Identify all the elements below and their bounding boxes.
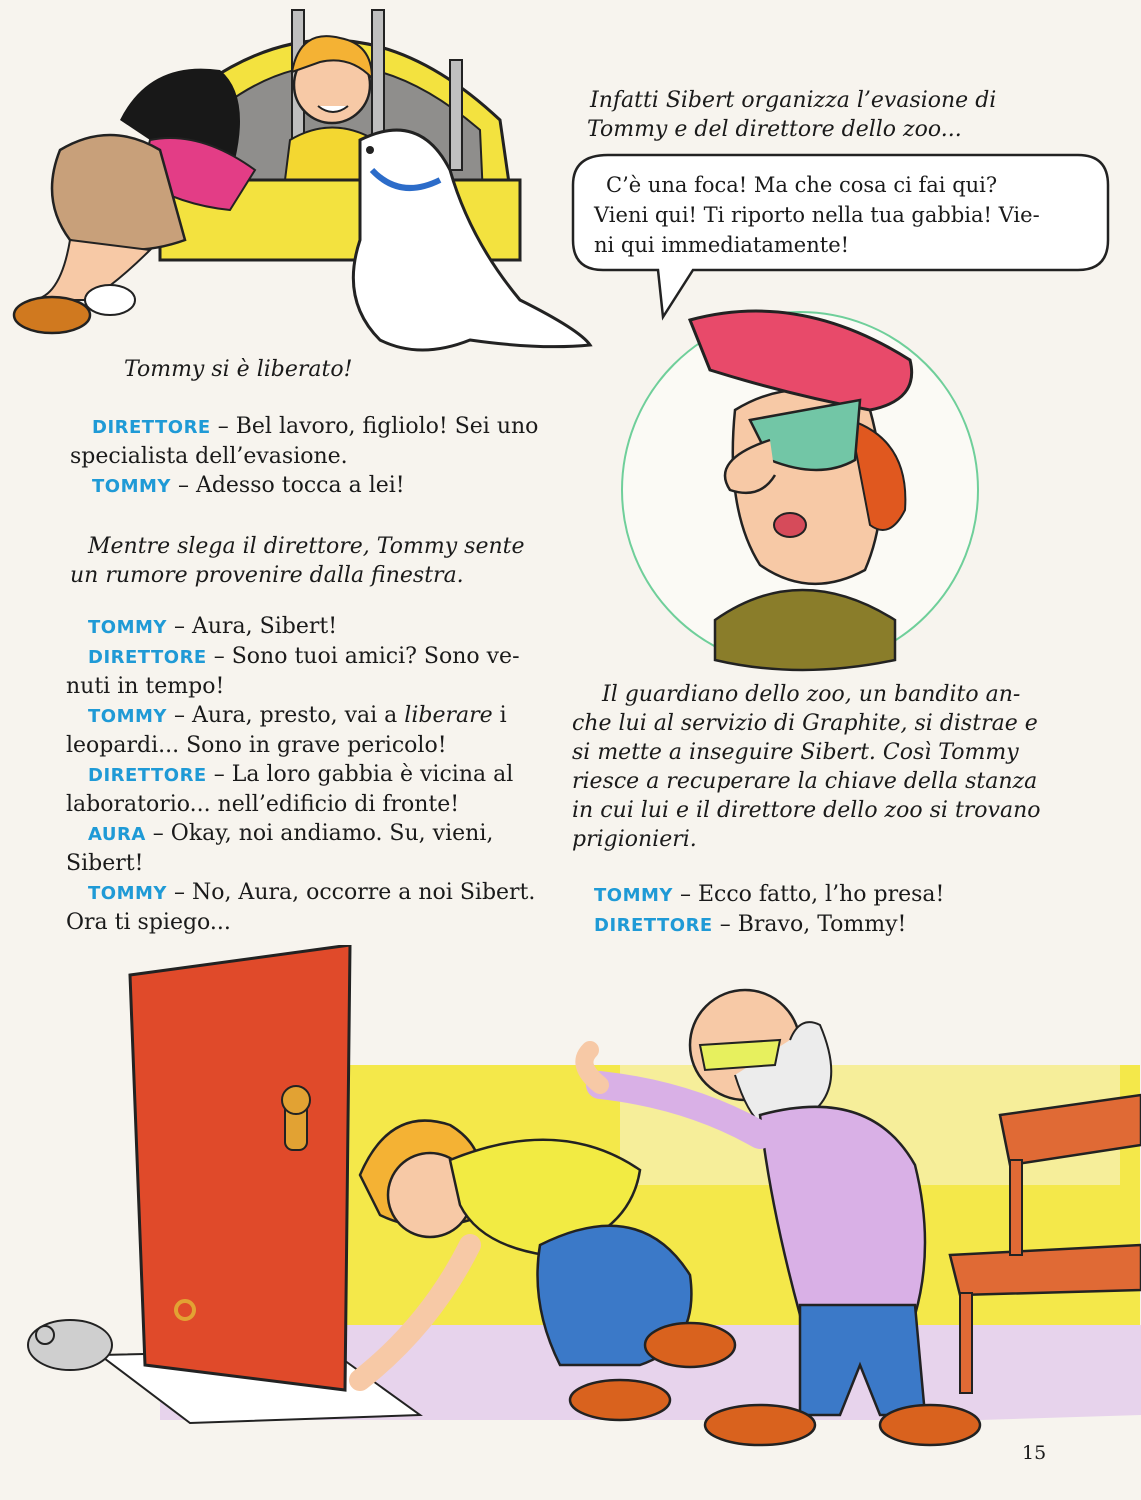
speaker-label: TOMMY bbox=[88, 706, 167, 727]
narration-line: Infatti Sibert organizza l’evasione di bbox=[590, 88, 997, 113]
dialogue-text: – Aura, presto, vai a bbox=[173, 703, 405, 728]
illustration-key-recovery bbox=[0, 945, 1141, 1460]
dialogue-text: – No, Aura, occorre a noi Sibert. bbox=[173, 880, 536, 905]
dialogue-text: – Ecco fatto, l’ho presa! bbox=[679, 882, 945, 907]
narration-line: Mentre slega il direttore, Tommy sente bbox=[88, 534, 525, 559]
narration-line: che lui al servizio di Graphite, si distrae e bbox=[572, 711, 1038, 736]
narration-line: prigionieri. bbox=[572, 827, 697, 852]
illustration-window-escape bbox=[0, 0, 600, 400]
dialogue-text: – Bravo, Tommy! bbox=[719, 912, 907, 937]
speech-bubble-text bbox=[594, 170, 1040, 260]
bubble-line: Vieni qui! Ti riporto nella tua gabbia! Vie- bbox=[594, 203, 1040, 227]
narration-line: Il guardiano dello zoo, un bandito an- bbox=[602, 682, 1021, 707]
dialogue-text: – Aura, Sibert! bbox=[173, 614, 338, 639]
bubble-line: ni qui immediatamente! bbox=[594, 233, 850, 257]
dialogue-text: – Okay, noi andiamo. Su, vieni, bbox=[152, 821, 494, 846]
dialogue-text: Ora ti spiego... bbox=[66, 910, 231, 935]
narration-line: in cui lui e il direttore dello zoo si trovano bbox=[572, 798, 1041, 823]
dialogue-text: specialista dell’evasione. bbox=[70, 444, 348, 469]
dialogue-text: i bbox=[492, 703, 507, 728]
narration-guard bbox=[572, 680, 1041, 854]
dialogue-text: – La loro gabbia è vicina al bbox=[213, 762, 514, 787]
speaker-label: DIRETTORE bbox=[88, 647, 207, 668]
dialogue-block-3 bbox=[572, 880, 944, 940]
speaker-label: TOMMY bbox=[88, 883, 167, 904]
bubble-line: C’è una foca! Ma che cosa ci fai qui? bbox=[606, 173, 998, 197]
dialogue-text: – Bel lavoro, figliolo! Sei uno bbox=[217, 414, 539, 439]
narration-middle bbox=[70, 532, 525, 590]
narration-intro bbox=[587, 86, 997, 144]
dialogue-block-2 bbox=[66, 612, 535, 937]
speaker-label: TOMMY bbox=[594, 885, 673, 906]
dialogue-emphasis: liberare bbox=[404, 703, 493, 728]
narration-line: un rumore provenire dalla finestra. bbox=[70, 563, 464, 588]
dialogue-text: nuti in tempo! bbox=[66, 674, 225, 699]
dialogue-text: – Adesso tocca a lei! bbox=[177, 473, 405, 498]
caption-liberated: Tommy si è liberato! bbox=[124, 357, 353, 382]
dialogue-text: laboratorio... nell’edificio di fronte! bbox=[66, 792, 460, 817]
narration-line: si mette a inseguire Sibert. Così Tommy bbox=[572, 740, 1019, 765]
speaker-label: TOMMY bbox=[92, 476, 171, 497]
speaker-label: TOMMY bbox=[88, 617, 167, 638]
dialogue-block-1 bbox=[70, 412, 538, 501]
speaker-label: DIRETTORE bbox=[594, 915, 713, 936]
narration-line: riesce a recuperare la chiave della stanza bbox=[572, 769, 1038, 794]
narration-line: Tommy e del direttore dello zoo... bbox=[587, 117, 962, 142]
illustration-guard-portrait bbox=[620, 300, 980, 680]
dialogue-text: – Sono tuoi amici? Sono ve- bbox=[213, 644, 520, 669]
speaker-label: AURA bbox=[88, 824, 146, 845]
dialogue-text: leopardi... Sono in grave pericolo! bbox=[66, 733, 447, 758]
speaker-label: DIRETTORE bbox=[92, 417, 211, 438]
speaker-label: DIRETTORE bbox=[88, 765, 207, 786]
page-number: 15 bbox=[1022, 1442, 1047, 1464]
dialogue-text: Sibert! bbox=[66, 851, 144, 876]
